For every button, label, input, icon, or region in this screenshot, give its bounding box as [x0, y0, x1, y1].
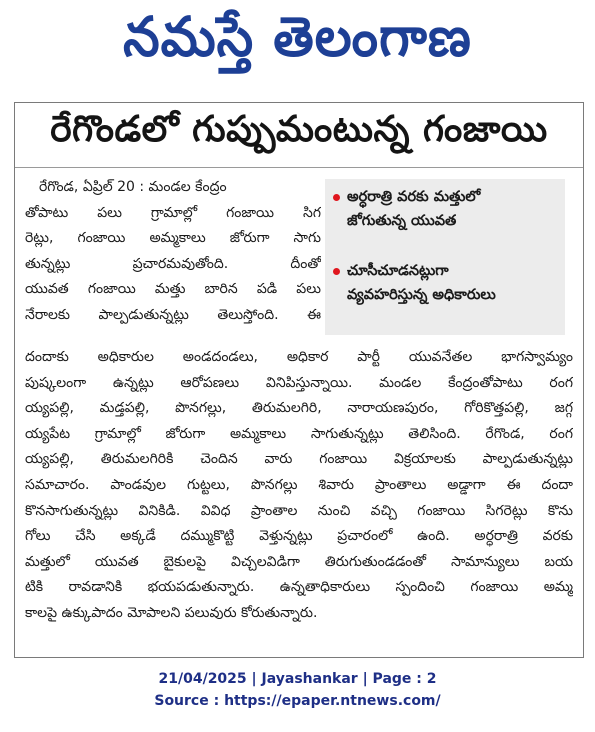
footer-source-link[interactable]: Source : https://epaper.ntnews.com/	[154, 693, 441, 709]
body-line: య్యపల్లి, మడ్తపల్లి, పొనగల్లు, తిరుమలగిరి, నారాయణపురం, గోరికొత్తపల్లి, జగ్గ	[25, 400, 573, 417]
lead-line: తోపాటు పలు గ్రామాల్లో గంజాయి సిగ	[25, 204, 321, 221]
body-line: పుష్కలంగా ఉన్నట్లు ఆరోపణలు వినిపిస్తున్నాయి. మండల కేంద్రంతోపాటు రంగ	[25, 374, 573, 391]
lead-line: రెట్లు, గంజాయి అమ్మకాలు జోరుగా సాగు	[25, 230, 321, 247]
lead-line: నేరాలకు పాల్పడుతున్నట్లు తెలుస్తోంది. ఈ	[25, 306, 321, 323]
highlight-item	[333, 259, 561, 307]
body-line: టికి రావడానికి భయపడుతున్నారు. ఉన్నతాధికారులు స్పందించి గంజాయి అమ్మ	[25, 579, 573, 596]
masthead	[0, 0, 595, 88]
article-headline: రేగొండలో గుప్పుమంటున్న గంజాయి	[50, 109, 548, 150]
body-line: సమాచారం. పాండవుల గుట్టలు, పొనగల్లు శివారు ప్రాంతాలు అడ్డాగా ఈ దందా	[25, 476, 573, 493]
footer-date-edition-page: 21/04/2025 | Jayashankar | Page : 2	[158, 671, 437, 687]
body-line: య్యపేట గ్రామాల్లో జోరుగా అమ్మకాలు సాగుతున్నట్లు తెలిసింది. రేగొండ, రంగ	[25, 425, 573, 442]
body-line: గోలు చేసి అక్కడే దమ్ముకొట్టి వెళ్తున్నట్లు ప్రచారంలో ఉంది. అర్ధరాత్రి వరకు	[25, 528, 573, 545]
lead-line: యువత గంజాయి మత్తు బారిన పడి పలు	[25, 281, 321, 298]
highlight-line: జోగుతున్న యువత	[347, 213, 457, 229]
red-bullet-icon	[333, 268, 340, 275]
highlight-box	[325, 179, 565, 335]
body-line: కొనసాగుతున్నట్లు వినికిడి. వివిధ ప్రాంతాల నుంచి వచ్చి గంజాయి సిగరెట్లు కొను	[25, 502, 573, 519]
highlight-item	[333, 185, 561, 233]
highlight-line: చూసీచూడనట్లుగా	[347, 263, 449, 279]
body-line: కాలపై ఉక్కుపాదం మోపాలని పలువురు కోరుతున్నారు.	[25, 604, 318, 621]
lead-line: తున్నట్లు ప్రచారమవుతోంది. దీంతో	[25, 255, 321, 272]
red-bullet-icon	[333, 194, 340, 201]
body-line: దందాకు అధికారుల అండదండలు, అధికార పార్టీ యువనేతల భాగస్వామ్యం	[25, 349, 573, 365]
source-footer	[0, 668, 595, 712]
article-lead-paragraph	[25, 175, 321, 329]
body-line: మత్తులో యువత బైకులపై విచ్చలవిడిగా తిరుగుతుండడంతో సామాన్యులు బయ	[25, 553, 573, 570]
highlight-line: అర్ధరాత్రి వరకు మత్తులో	[347, 189, 481, 205]
highlight-line: వ్యవహరిస్తున్న అధికారులు	[347, 287, 496, 303]
lead-line: రేగొండ, ఏప్రిల్ 20 : మండల కేంద్రం	[39, 179, 227, 195]
article-body-paragraph	[25, 345, 573, 627]
body-line: య్యపల్లి, తిరుమలగిరికి చెందిన వారు గంజాయి విక్రయాలకు పాల్పడుతున్నట్లు	[25, 451, 573, 468]
news-clipping	[14, 102, 584, 658]
newspaper-logo: నమస్తే తెలంగాణ	[123, 5, 472, 69]
headline-divider	[15, 167, 583, 168]
